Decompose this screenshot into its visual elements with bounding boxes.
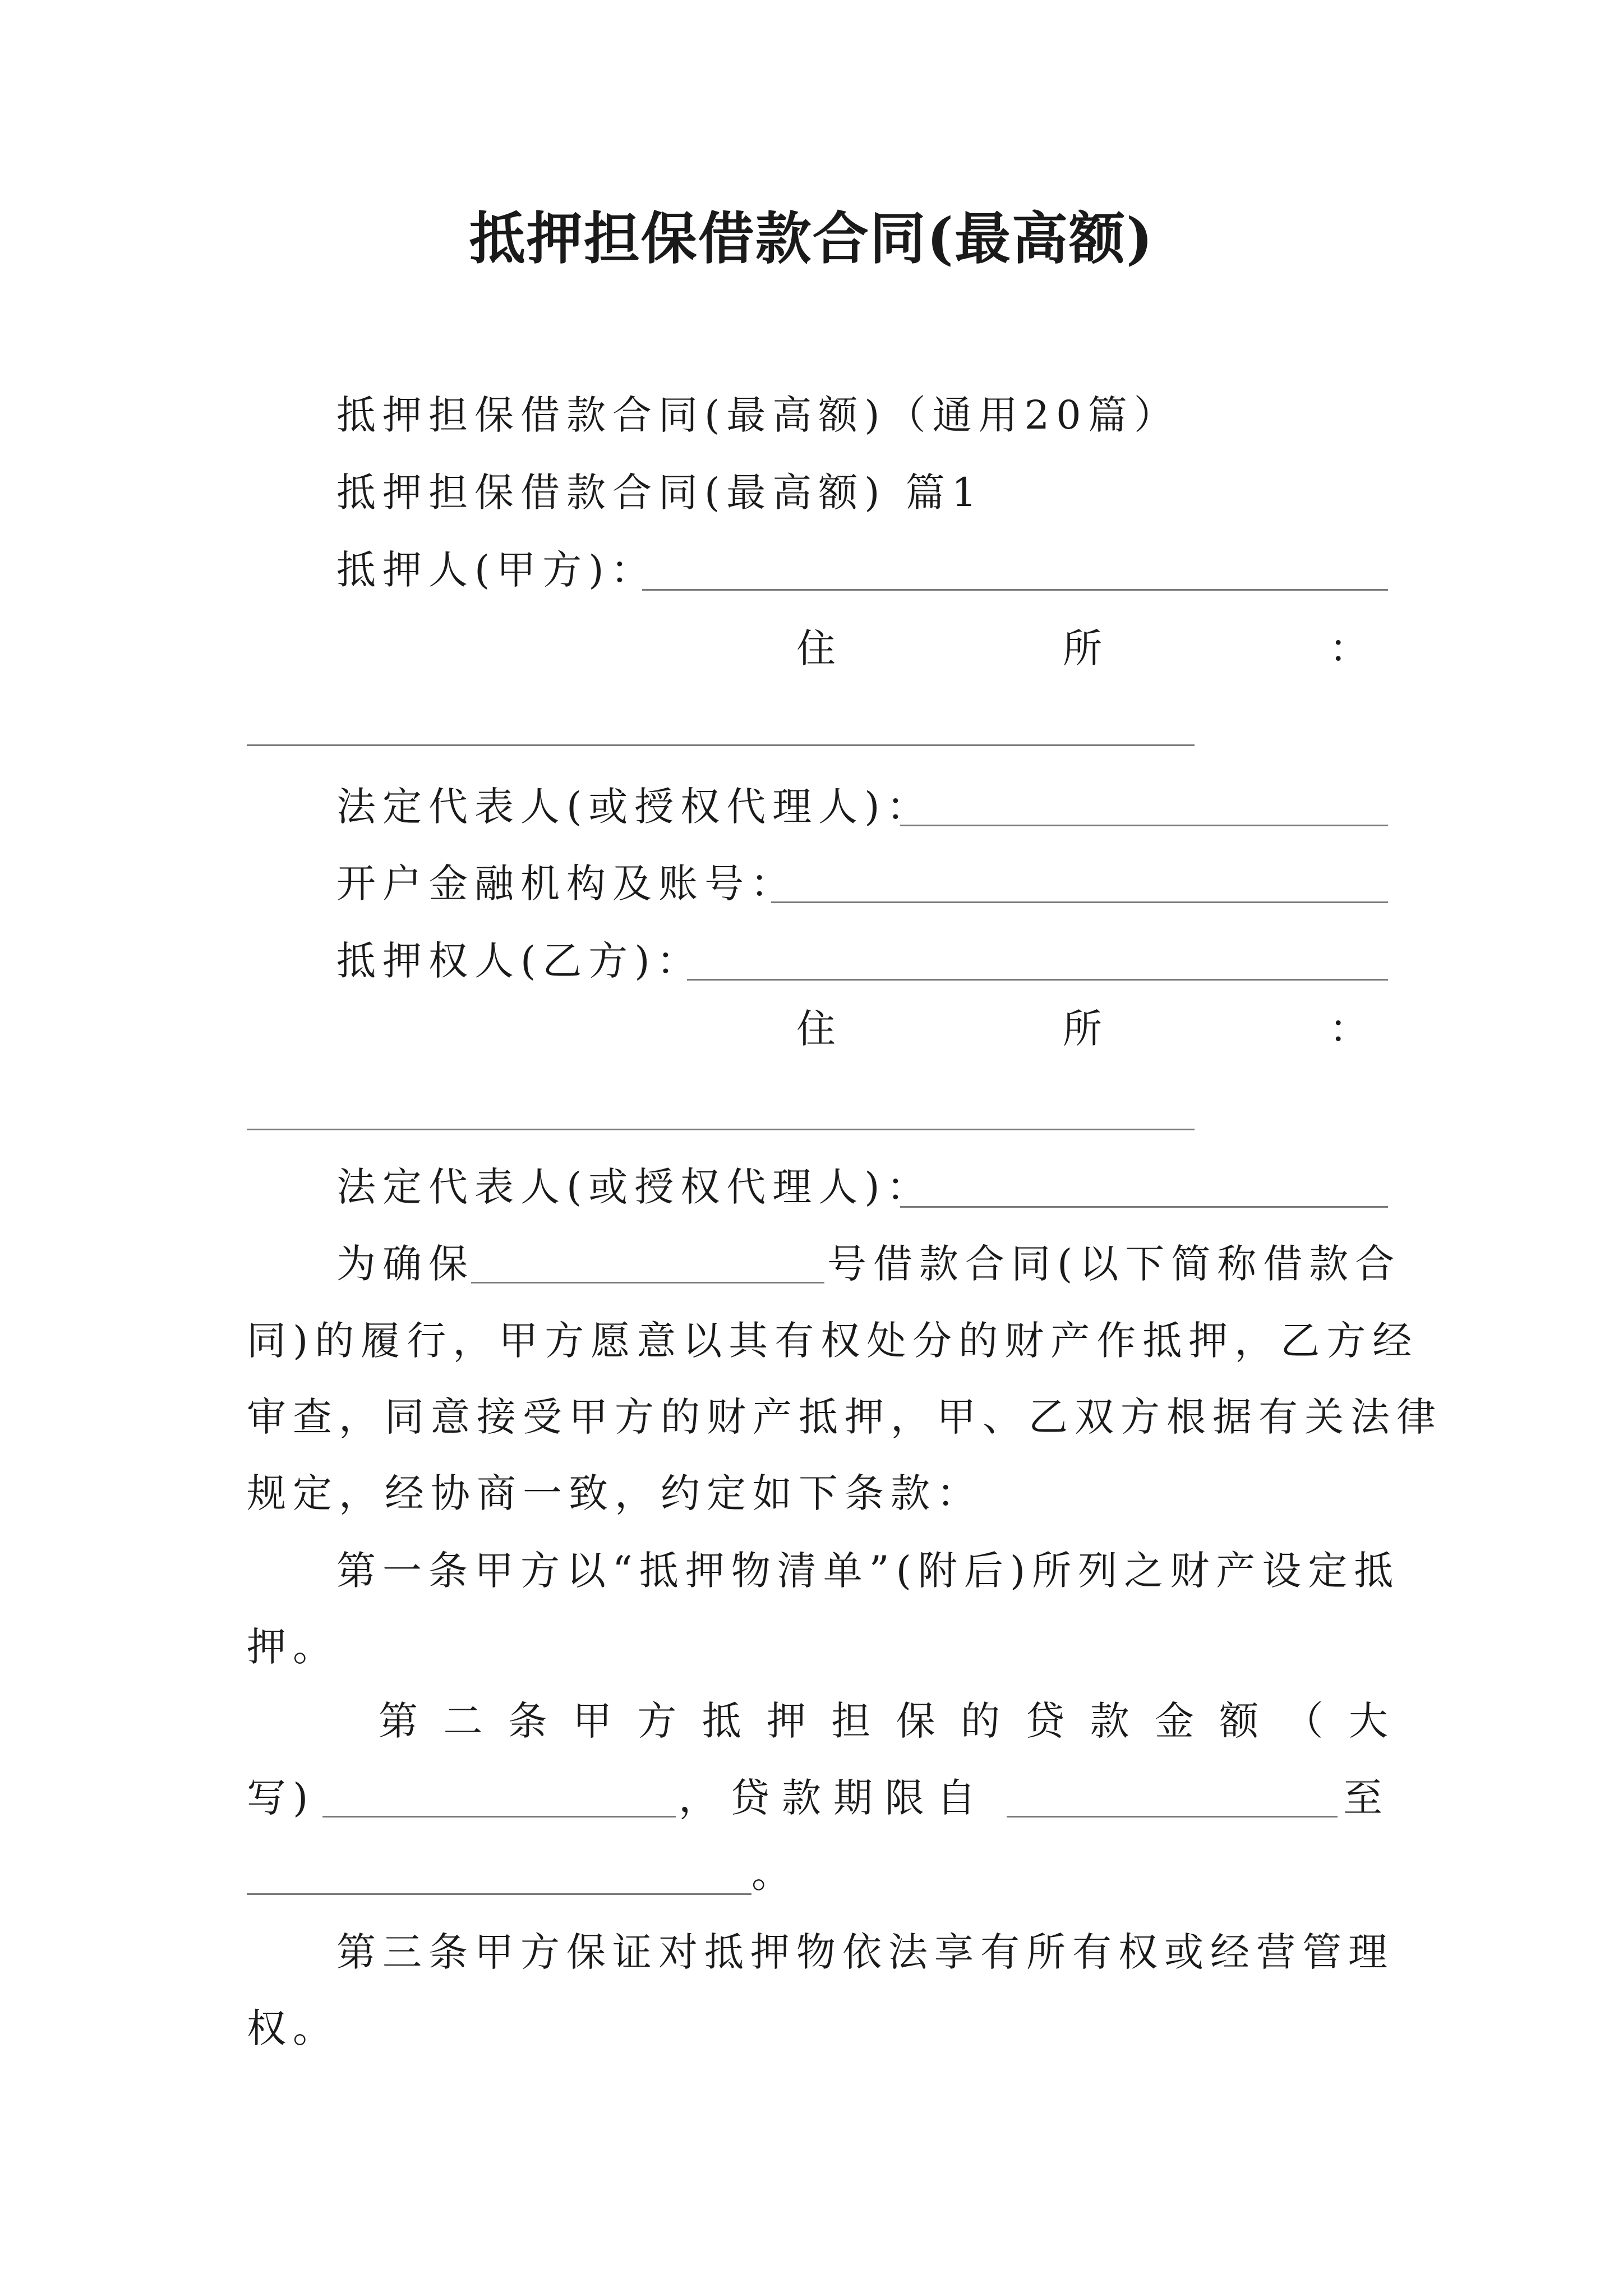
para1-line3: 审查，同意接受甲方的财产抵押，甲、乙双方根据有关法律	[247, 1394, 1442, 1440]
residence-label-2b: 所	[1063, 1006, 1102, 1052]
para1-line1-b: 号借款合同(以下简称借款合	[827, 1241, 1401, 1287]
mortgagee-label: 抵押权人(乙方)：	[336, 938, 703, 984]
article2-char: 款	[1090, 1698, 1129, 1744]
para1-line2: 同)的履行，甲方愿意以其有权处分的财产作抵押，乙方经	[247, 1318, 1419, 1364]
article2-char: （	[1284, 1698, 1324, 1744]
article1-line2: 押。	[247, 1624, 339, 1670]
article2-char: 抵	[702, 1698, 741, 1744]
residence-blank-2	[247, 1129, 1195, 1130]
para1-line4: 规定，经协商一致，约定如下条款：	[247, 1470, 983, 1516]
article2-char: 大	[1348, 1698, 1388, 1744]
article2-line2-a: 写)	[247, 1775, 315, 1821]
loan-amount-blank	[322, 1816, 676, 1818]
bank-label: 开户金融机构及账号：	[336, 861, 796, 907]
article2-line2-c: 至	[1343, 1775, 1389, 1821]
residence-label-1b: 住	[796, 1006, 836, 1052]
legal-rep-label: 法定代表人(或授权代理人)：	[336, 784, 933, 830]
residence-colon: ：	[1329, 625, 1368, 671]
document-title: 抵押担保借款合同(最高额)	[469, 205, 1154, 272]
article2-char: 保	[896, 1698, 935, 1744]
article2-char: 第	[379, 1698, 418, 1744]
legal-rep-blank	[900, 825, 1388, 826]
article1-line1: 第一条甲方以“抵押物清单”(附后)所列之财产设定抵	[336, 1548, 1400, 1594]
article2-char: 二	[443, 1698, 483, 1744]
article2-char: 方	[637, 1698, 677, 1744]
loan-end-blank	[247, 1893, 751, 1895]
article3-line1: 第三条甲方保证对抵押物依法享有所有权或经营管理	[336, 1929, 1394, 1975]
article2-line1	[379, 1693, 1388, 1749]
article2-line3-end: 。	[751, 1851, 797, 1897]
subtitle-part: 抵押担保借款合同(最高额) 篇1	[336, 470, 984, 516]
article2-char: 条	[508, 1698, 547, 1744]
article2-char: 贷	[1025, 1698, 1065, 1744]
subtitle-general: 抵押担保借款合同(最高额)（通用20篇）	[336, 392, 1180, 438]
residence-row-1	[796, 620, 1368, 677]
article2-char: 担	[831, 1698, 871, 1744]
legal-rep-label-2: 法定代表人(或授权代理人)：	[336, 1164, 933, 1210]
bank-blank	[771, 901, 1388, 903]
contract-number-blank	[471, 1282, 824, 1283]
residence-blank-1	[247, 744, 1195, 746]
residence-label-1: 住	[796, 625, 836, 671]
article2-char: 金	[1154, 1698, 1194, 1744]
article2-char: 甲	[572, 1698, 612, 1744]
mortgagor-label: 抵押人(甲方)：	[336, 547, 657, 593]
para1-line1-a: 为确保	[336, 1241, 474, 1287]
article2-char: 押	[766, 1698, 806, 1744]
residence-label-2: 所	[1063, 625, 1102, 671]
article2-line2-b: ，贷款期限自	[679, 1775, 988, 1821]
article3-line2: 权。	[247, 2005, 339, 2051]
mortgagee-blank	[687, 979, 1388, 981]
residence-colon-b: ：	[1329, 1006, 1368, 1052]
loan-start-blank	[1007, 1816, 1338, 1818]
article2-char: 的	[960, 1698, 1000, 1744]
mortgagor-blank	[642, 589, 1388, 591]
article2-char: 额	[1219, 1698, 1259, 1744]
legal-rep-blank-2	[900, 1206, 1388, 1208]
residence-row-2	[796, 1001, 1368, 1057]
